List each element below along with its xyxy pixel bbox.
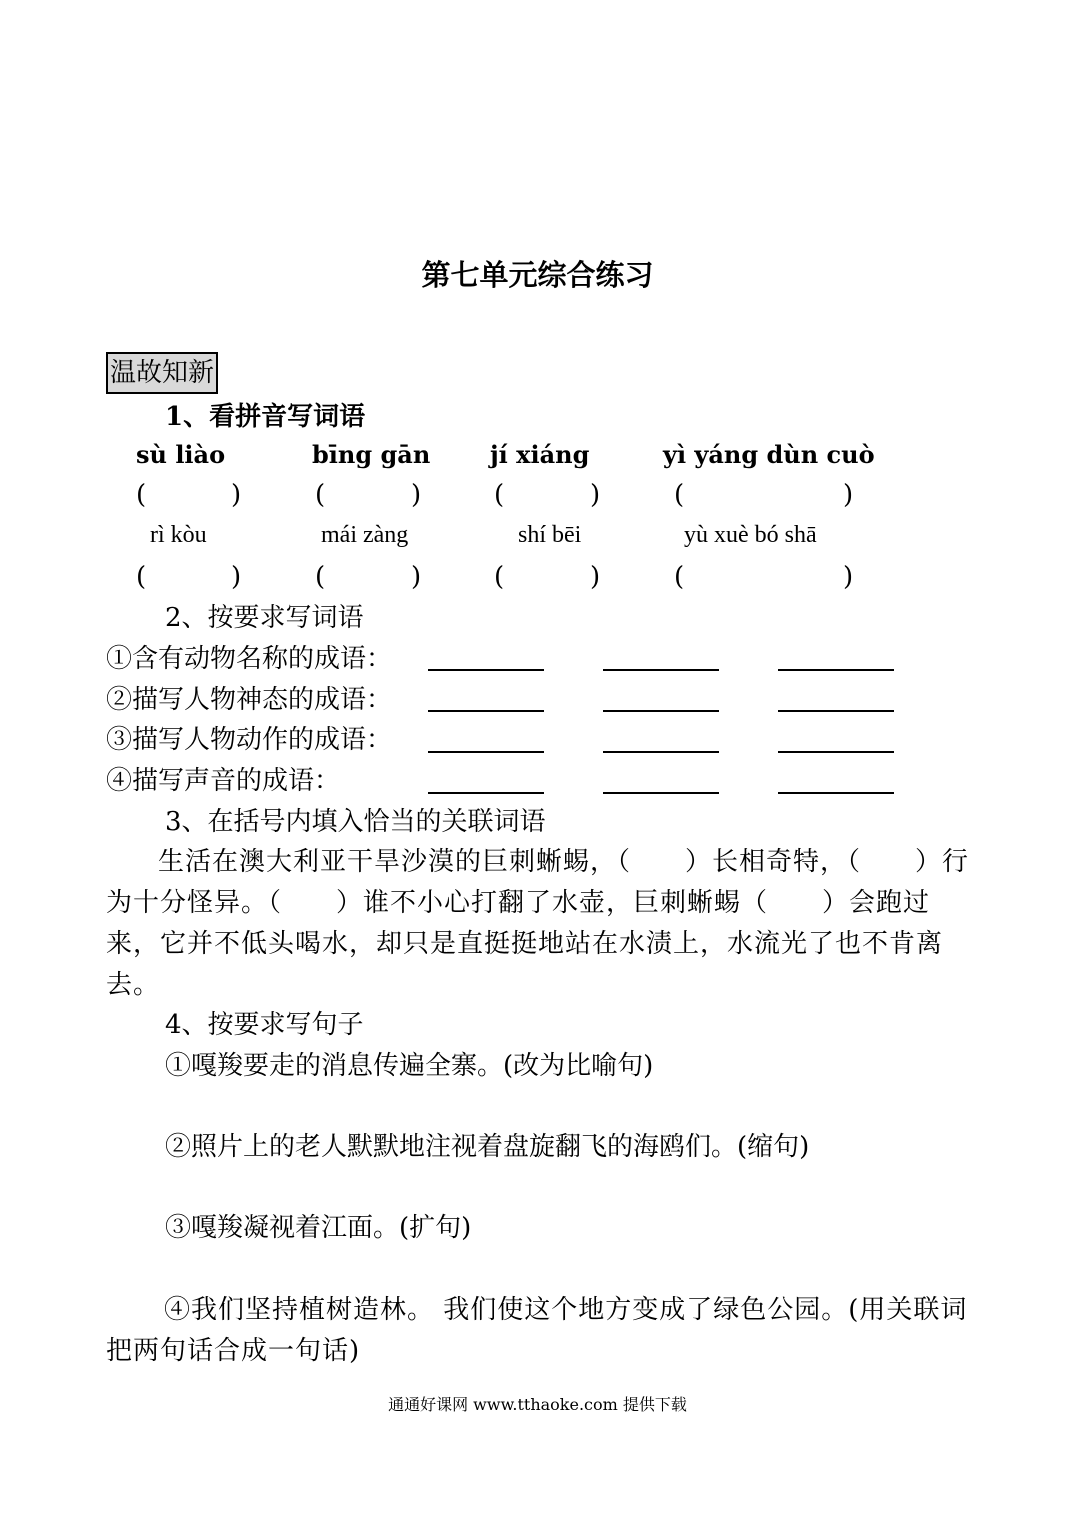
close-paren: ) bbox=[231, 562, 242, 592]
open-paren: ( bbox=[494, 562, 505, 592]
q4-item-2: ②照片上的老人默默地注视着盘旋翻飞的海鸥们。(缩句) bbox=[165, 1132, 810, 1162]
pinyin-2: bīng gān bbox=[312, 440, 431, 469]
answer-line bbox=[778, 751, 894, 753]
answer-line bbox=[428, 751, 544, 753]
answer-line bbox=[428, 669, 544, 671]
pinyin-5: rì kòu bbox=[150, 522, 207, 548]
answer-line bbox=[428, 792, 544, 794]
pinyin-3: jí xiáng bbox=[490, 440, 590, 469]
close-paren: ) bbox=[411, 562, 422, 592]
page-title: 第七单元综合练习 bbox=[421, 258, 654, 292]
answer-line bbox=[428, 710, 544, 712]
open-paren: ( bbox=[136, 480, 147, 510]
close-paren: ) bbox=[590, 480, 601, 510]
answer-line bbox=[603, 669, 719, 671]
q3-paragraph: 生活在澳大利亚干旱沙漠的巨刺蜥蜴，（ ）长相奇特，（ ）行为十分怪异。（ ）谁不小心打翻了水壶，巨刺蜥蜴（ ）会跑过来，它并不低头喝水，却只是直挺挺地站在水渍上，水流光了也不肯离去。 bbox=[106, 847, 970, 1000]
q2-item-2: ②描写人物神态的成语： bbox=[106, 685, 393, 715]
open-paren: ( bbox=[315, 480, 326, 510]
answer-line bbox=[603, 751, 719, 753]
close-paren: ) bbox=[231, 480, 242, 510]
pinyin-6: mái zàng bbox=[321, 522, 409, 548]
section-box: 温故知新 bbox=[106, 352, 218, 394]
pinyin-8: yù xuè bó shā bbox=[684, 522, 817, 548]
footer: 通通好课网 www.tthaoke.com 提供下载 bbox=[388, 1395, 687, 1414]
answer-line bbox=[603, 792, 719, 794]
answer-line bbox=[778, 710, 894, 712]
open-paren: ( bbox=[674, 562, 685, 592]
close-paren: ) bbox=[590, 562, 601, 592]
q2-item-1: ①含有动物名称的成语： bbox=[106, 644, 393, 674]
q2-item-3: ③描写人物动作的成语： bbox=[106, 725, 393, 755]
open-paren: ( bbox=[674, 480, 685, 510]
open-paren: ( bbox=[494, 480, 505, 510]
q4-item-3: ③嘎羧凝视着江面。(扩句) bbox=[165, 1213, 472, 1243]
q4-item-4: ④我们坚持植树造林。 我们使这个地方变成了绿色公园。(用关联词把两句话合成一句话) bbox=[106, 1295, 968, 1366]
answer-line bbox=[778, 792, 894, 794]
close-paren: ) bbox=[843, 562, 854, 592]
open-paren: ( bbox=[136, 562, 147, 592]
q4-heading: 4、按要求写句子 bbox=[165, 1010, 364, 1040]
q1-heading: 1、看拼音写词语 bbox=[165, 402, 366, 432]
pinyin-7: shí bēi bbox=[518, 522, 582, 548]
q2-heading: 2、按要求写词语 bbox=[165, 603, 364, 633]
pinyin-1: sù liào bbox=[136, 440, 226, 469]
close-paren: ) bbox=[843, 480, 854, 510]
close-paren: ) bbox=[411, 480, 422, 510]
answer-line bbox=[603, 710, 719, 712]
open-paren: ( bbox=[315, 562, 326, 592]
q4-item-1: ①嘎羧要走的消息传遍全寨。(改为比喻句) bbox=[165, 1051, 654, 1081]
q2-item-4: ④描写声音的成语： bbox=[106, 766, 341, 796]
answer-line bbox=[778, 669, 894, 671]
pinyin-4: yì yáng dùn cuò bbox=[663, 440, 875, 469]
q3-heading: 3、在括号内填入恰当的关联词语 bbox=[165, 807, 546, 837]
